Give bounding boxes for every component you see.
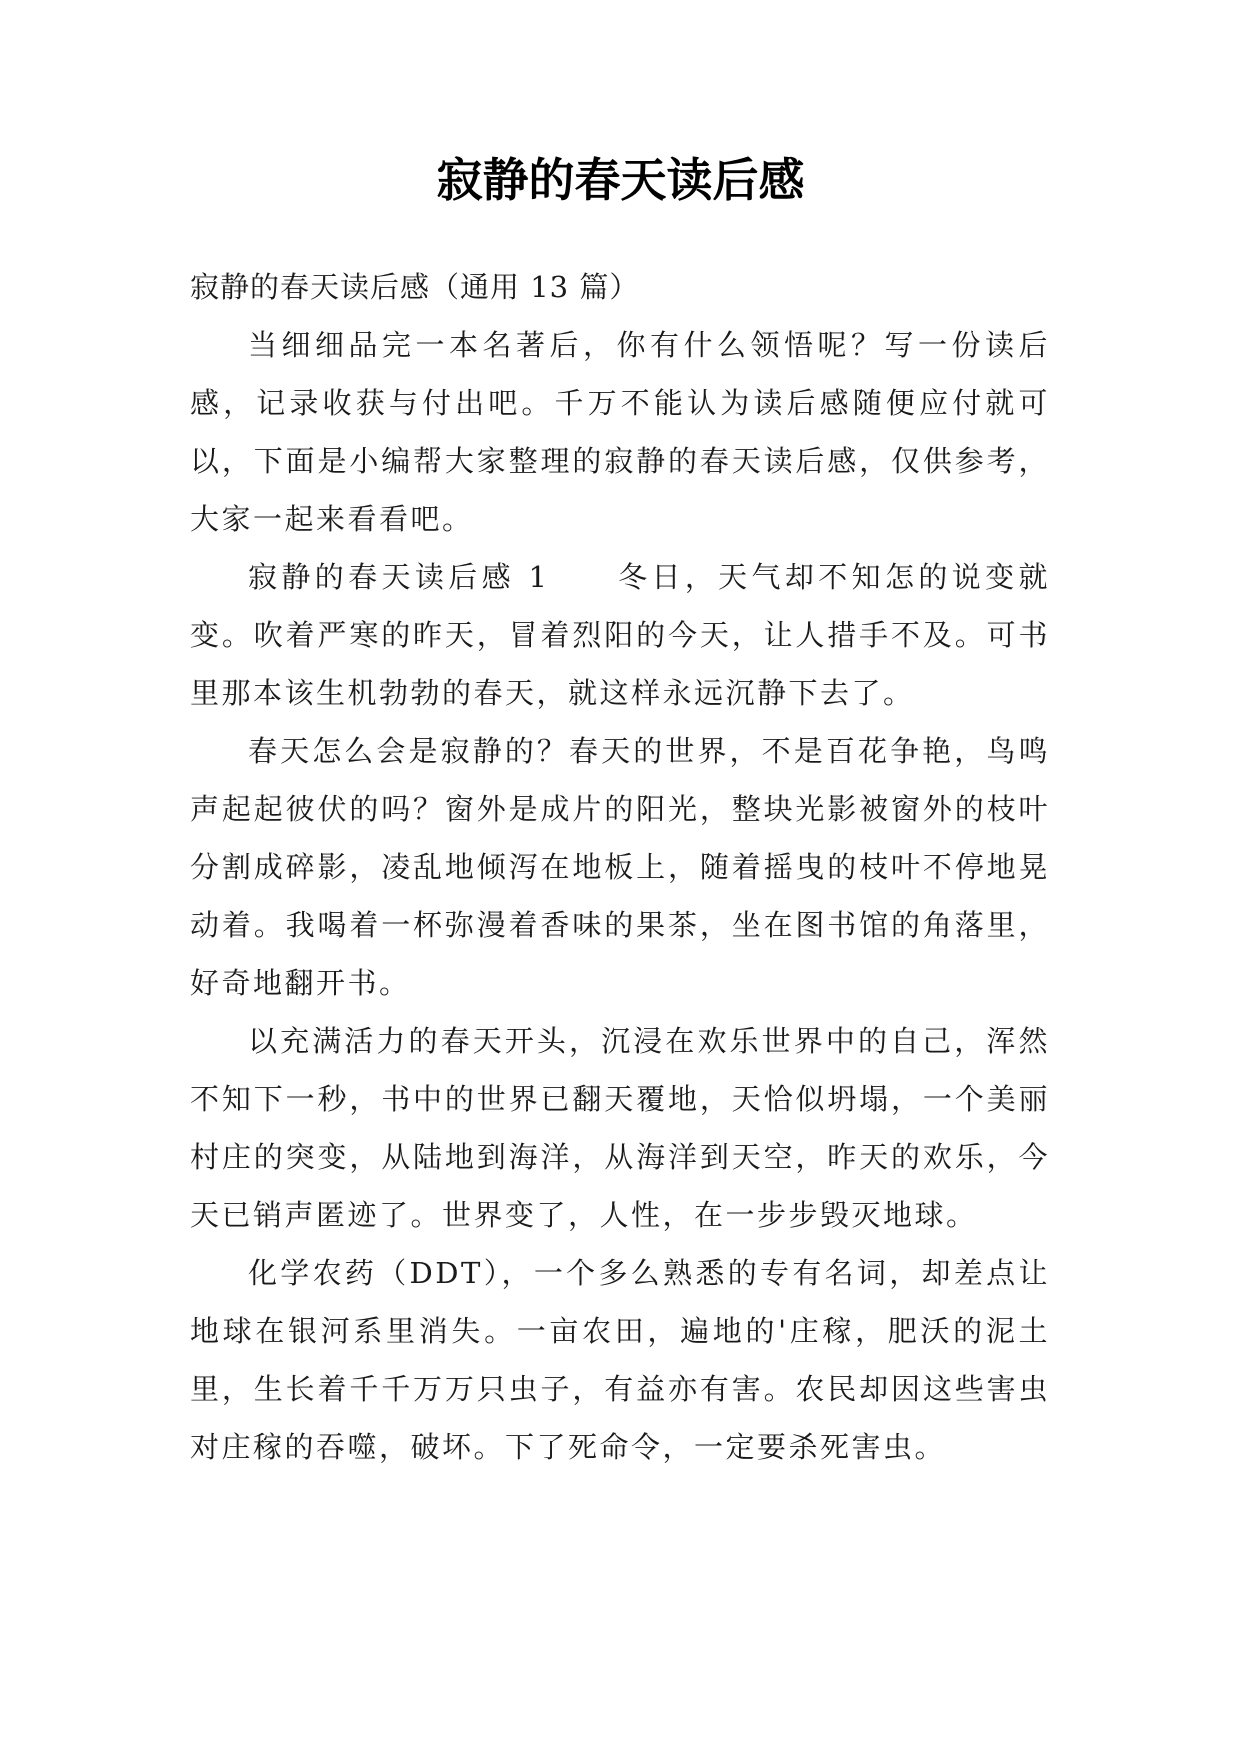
essay-1-paragraph-1: 寂静的春天读后感 1 冬日，天气却不知怎的说变就变。吹着严寒的昨天，冒着烈阳的今天，让人措手不及。可书里那本该生机勃勃的春天，就这样永远沉静下去了。 [190, 560, 1050, 710]
document-title: 寂静的春天读后感 [436, 153, 805, 207]
document-body [190, 258, 1050, 1476]
intro-paragraph: 当细细品完一本名著后，你有什么领悟呢？写一份读后感，记录收获与付出吧。千万不能认为读后感随便应付就可以，下面是小编帮大家整理的寂静的春天读后感，仅供参考，大家一起来看看吧。 [190, 328, 1050, 536]
essay-1-paragraph-4: 化学农药（DDT），一个多么熟悉的专有名词，却差点让地球在银河系里消失。一亩农田，遍地的'庄稼，肥沃的泥土里，生长着千千万万只虫子，有益亦有害。农民却因这些害虫对庄稼的吞噬，破坏。下了死命令，一定要杀死害虫。 [190, 1256, 1050, 1464]
essay-1-paragraph-3: 以充满活力的春天开头，沉浸在欢乐世界中的自己，浑然不知下一秒，书中的世界已翻天覆地，天恰似坍塌，一个美丽村庄的突变，从陆地到海洋，从海洋到天空，昨天的欢乐，今天已销声匿迹了。世界变了，人性，在一步步毁灭地球。 [190, 1024, 1050, 1232]
essay-1-paragraph-2: 春天怎么会是寂静的？春天的世界，不是百花争艳，鸟鸣声起起彼伏的吗？窗外是成片的阳光，整块光影被窗外的枝叶分割成碎影，凌乱地倾泻在地板上，随着摇曳的枝叶不停地晃动着。我喝着一杯弥漫着香味的果茶，坐在图书馆的角落里，好奇地翻开书。 [190, 734, 1050, 1000]
subtitle-paragraph: 寂静的春天读后感（通用 13 篇） [190, 270, 640, 304]
